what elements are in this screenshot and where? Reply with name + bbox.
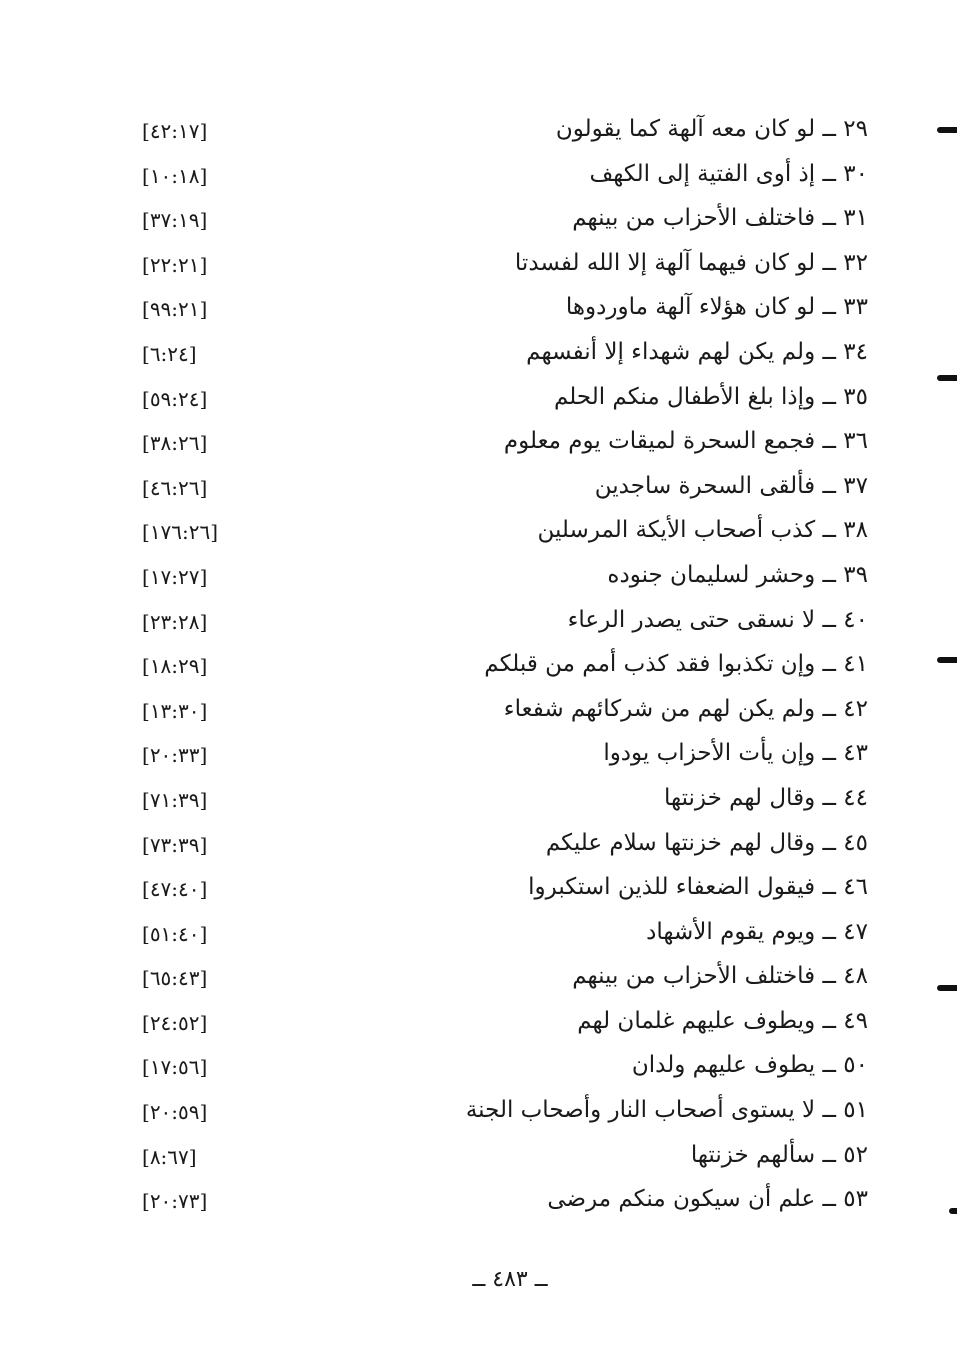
list-item [130, 1046, 880, 1091]
list-item [130, 913, 880, 958]
list-item [130, 511, 880, 556]
entry-text: ٥٣ ــ علم أن سيكون منكم مرضى [547, 1186, 868, 1213]
entry-text: ٤٩ ــ ويطوف عليهم غلمان لهم [577, 1007, 868, 1034]
entry-text: ٣٧ ــ فألقى السحرة ساجدين [594, 472, 868, 499]
entry-reference: [٢٣:٢٨] [142, 609, 208, 634]
margin-mark [937, 985, 957, 991]
entry-reference: [٢٠:٥٩] [142, 1100, 208, 1125]
entry-text: ٣٣ ــ لو كان هؤلاء آلهة ماوردوها [565, 294, 868, 321]
entry-reference: [٦٥:٤٣] [142, 966, 208, 991]
entry-reference: [١٨:٢٩] [142, 654, 208, 679]
entry-text: ٣٦ ــ فجمع السحرة لميقات يوم معلوم [503, 428, 868, 455]
margin-mark [937, 127, 957, 133]
entry-text: ٤٨ ــ فاختلف الأحزاب من بينهم [572, 963, 868, 990]
entry-reference: [٧١:٣٩] [142, 787, 208, 812]
entry-text: ٥٠ ــ يطوف عليهم ولدان [631, 1052, 868, 1079]
entry-text: ٤٢ ــ ولم يكن لهم من شركائهم شفعاء [503, 695, 868, 722]
entry-text: ٤٧ ــ ويوم يقوم الأشهاد [646, 918, 868, 945]
margin-mark [937, 657, 957, 663]
entry-reference: [٩٩:٢١] [142, 297, 208, 322]
entry-text: ٤٦ ــ فيقول الضعفاء للذين استكبروا [528, 874, 868, 901]
entry-text: ٣٤ ــ ولم يكن لهم شهداء إلا أنفسهم [526, 338, 868, 365]
entry-reference: [٢٠:٧٣] [142, 1189, 208, 1214]
list-item [130, 1180, 880, 1225]
list-item [130, 868, 880, 913]
list-item [130, 155, 880, 200]
list-item [130, 556, 880, 601]
entry-text: ٤١ ــ وإن تكذبوا فقد كذب أمم من قبلكم [484, 651, 868, 678]
entry-text: ٣٢ ــ لو كان فيهما آلهة إلا الله لفسدتا [514, 249, 868, 276]
entry-reference: [٥١:٤٠] [142, 921, 208, 946]
entry-text: ٣١ ــ فاختلف الأحزاب من بينهم [572, 205, 868, 232]
entry-text: ٤٣ ــ وإن يأت الأحزاب يودوا [603, 740, 868, 767]
entry-text: ٥١ ــ لا يستوى أصحاب النار وأصحاب الجنة [465, 1097, 868, 1124]
list-item [130, 690, 880, 735]
entry-reference: [٦:٢٤] [142, 341, 197, 366]
list-item [130, 957, 880, 1002]
list-item [130, 422, 880, 467]
entry-reference: [٤٢:١٧] [142, 119, 208, 143]
entry-text: ٣٥ ــ وإذا بلغ الأطفال منكم الحلم [553, 383, 868, 410]
list-item [130, 645, 880, 690]
list-item [130, 1091, 880, 1136]
entry-reference: [٢٤:٥٢] [142, 1010, 208, 1035]
entries-list [130, 110, 880, 1225]
list-item [130, 199, 880, 244]
list-item [130, 467, 880, 512]
list-item [130, 779, 880, 824]
entry-text: ٣٨ ــ كذب أصحاب الأيكة المرسلين [537, 517, 868, 544]
entry-reference: [٣٨:٢٦] [142, 431, 208, 456]
entry-text: ٣٩ ــ وحشر لسليمان جنوده [607, 561, 868, 588]
entry-reference: [٥٩:٢٤] [142, 386, 208, 411]
margin-mark [937, 375, 957, 381]
entry-reference: [١٣:٣٠] [142, 698, 208, 723]
page-number: ــ ٤٨٣ ــ [472, 1267, 548, 1292]
entry-reference: [١٧:٢٧] [142, 564, 208, 589]
entry-reference: [١٧:٥٦] [142, 1055, 208, 1080]
entry-text: ٢٩ ــ لو كان معه آلهة كما يقولون [555, 116, 868, 142]
entry-text: ٤٤ ــ وقال لهم خزنتها [663, 784, 868, 811]
entry-text: ٤٥ ــ وقال لهم خزنتها سلام عليكم [545, 829, 868, 856]
entry-reference: [١٧٦:٢٦] [142, 520, 219, 545]
entry-reference: [١٠:١٨] [142, 163, 208, 188]
entry-reference: [٤٦:٢٦] [142, 475, 208, 500]
list-item [130, 244, 880, 289]
entry-reference: [٨:٦٧] [142, 1144, 197, 1169]
entry-reference: [٢٠:٣٣] [142, 743, 208, 768]
entry-reference: [٤٧:٤٠] [142, 877, 208, 902]
list-item [130, 110, 880, 155]
list-item [130, 1002, 880, 1047]
entry-reference: [٧٣:٣٩] [142, 832, 208, 857]
entry-text: ٣٠ ــ إذ أوى الفتية إلى الكهف [589, 160, 868, 187]
list-item [130, 288, 880, 333]
margin-mark [949, 1208, 957, 1214]
entry-reference: [٢٢:٢١] [142, 252, 208, 277]
list-item [130, 1136, 880, 1181]
entry-text: ٤٠ ــ لا نسقى حتى يصدر الرعاء [567, 606, 868, 633]
entry-text: ٥٢ ــ سألهم خزنتها [690, 1141, 868, 1168]
list-item [130, 824, 880, 869]
list-item [130, 601, 880, 646]
list-item [130, 378, 880, 423]
list-item [130, 734, 880, 779]
list-item [130, 333, 880, 378]
entry-reference: [٣٧:١٩] [142, 208, 208, 233]
